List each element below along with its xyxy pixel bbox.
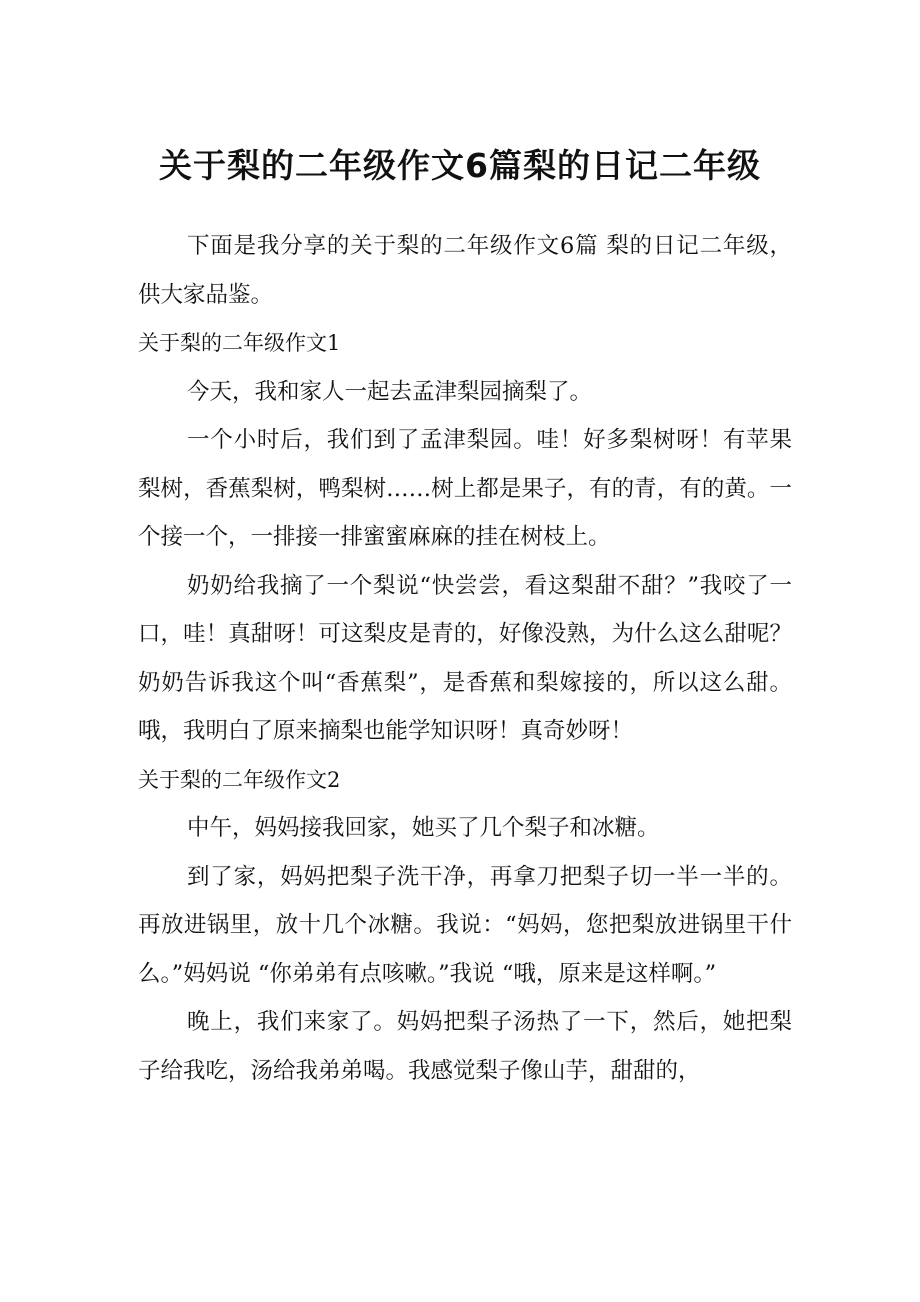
section-2-paragraph-2: 到了家，妈妈把梨子洗干净，再拿刀把梨子切一半一半的。再放进锅里，放十几个冰糖。我说：“妈妈，您把梨放进锅里干什么。”妈妈说 “你弟弟有点咳嗽。”我说 “哦，原来是这样啊。”: [138, 863, 792, 987]
section-2-paragraph-3: 晚上，我们来家了。妈妈把梨子汤热了一下，然后，她把梨子给我吃，汤给我弟弟喝。我感觉梨子像山芋，甜甜的，: [138, 1009, 792, 1084]
section-heading-2: 关于梨的二年级作文2: [138, 767, 341, 792]
section-1-paragraph-3: 奶奶给我摘了一个梨说“快尝尝，看这梨甜不甜？”我咬了一口，哇！真甜呀！可这梨皮是青的，好像没熟，为什么这么甜呢？奶奶告诉我这个叫“香蕉梨”，是香蕉和梨嫁接的，所以这么甜。哦，我明白了原来摘梨也能学知识呀！真奇妙呀！: [138, 572, 792, 744]
section-2-paragraph-1: 中午，妈妈接我回家，她买了几个梨子和冰糖。: [187, 815, 660, 841]
section-heading-1: 关于梨的二年级作文1: [138, 331, 341, 355]
document-body: [138, 222, 792, 1095]
section-1-paragraph-2: 一个小时后，我们到了孟津梨园。哇！好多梨树呀！有苹果梨树，香蕉梨树，鸭梨树……树上都是果子，有的青，有的黄。一个接一个，一排接一排蜜蜜麻麻的挂在树枝上。: [138, 427, 792, 550]
document-title: 关于梨的二年级作文6篇梨的日记二年级: [159, 146, 761, 185]
intro-paragraph: 下面是我分享的关于梨的二年级作文6篇 梨的日记二年级，供大家品鉴。: [138, 233, 792, 308]
section-1-paragraph-1: 今天，我和家人一起去孟津梨园摘梨了。: [187, 378, 593, 405]
